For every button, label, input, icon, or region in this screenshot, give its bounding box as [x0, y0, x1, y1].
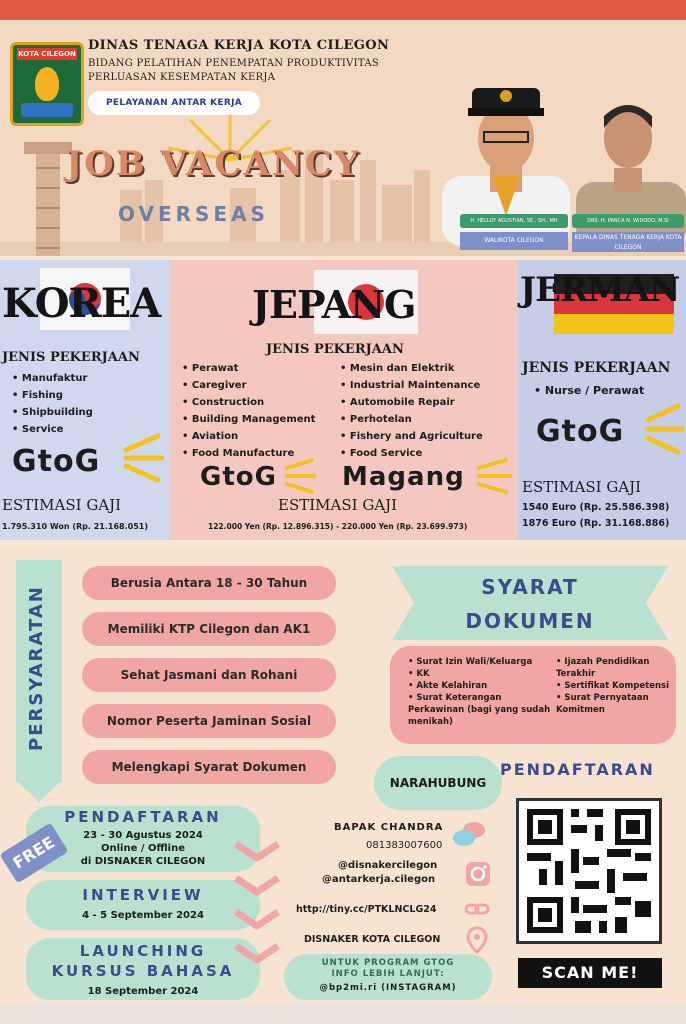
launching-title-2: KURSUS BAHASA: [51, 962, 235, 980]
jepang-job-list-left: [182, 360, 315, 462]
jepang-title: JEPANG: [252, 282, 416, 327]
korea-estimasi-label: ESTIMASI GAJI: [2, 496, 122, 514]
list-item: • Food Service: [340, 445, 483, 462]
list-item: • Caregiver: [182, 377, 315, 394]
instagram-handle-1: @disnakercilegon: [338, 860, 438, 871]
korea-salary: 1.795.310 Won (Rp. 21.168.051): [2, 522, 148, 531]
pendaftaran-place: di DISNAKER CILEGON: [80, 856, 206, 867]
list-item: • Akte Kelahiran: [408, 680, 560, 692]
list-item: • Automobile Repair: [340, 394, 483, 411]
syarat-dokumen-title: SYARAT DOKUMEN: [465, 575, 595, 633]
instagram-handle-2: @antarkerja.cilegon: [322, 874, 436, 885]
korea-jenis-label: JENIS PEKERJAAN: [2, 350, 140, 365]
list-item: • Perhotelan: [340, 411, 483, 428]
syarat-dokumen-box: [390, 646, 676, 744]
jerman-salary-2: 1876 Euro (Rp. 31.168.886): [522, 518, 670, 529]
job-vacancy-title: JOB VACANCY: [66, 144, 361, 184]
qr-icon: [519, 801, 659, 941]
korea-title: KOREA: [2, 280, 161, 327]
list-item: • Surat Izin Wali/Keluarga: [408, 656, 560, 668]
list-item: • Mesin dan Elektrik: [340, 360, 483, 377]
gtog-info-text: UNTUK PROGRAM GTOG INFO LEBIH LANJUT: @bp2mi.ri (INSTAGRAM): [319, 958, 457, 993]
list-item: • Fishing: [12, 387, 93, 404]
top-band: [0, 0, 686, 20]
instagram-icon: [464, 860, 492, 888]
dokumen-list-left: [408, 656, 560, 728]
korea-card: [0, 260, 170, 540]
launching-date: 18 September 2024: [87, 986, 199, 997]
jepang-job-list-right: [340, 360, 483, 462]
pendaftaran-title: PENDAFTARAN: [64, 808, 222, 826]
division-line2: PERLUASAN KESEMPATAN KERJA: [88, 72, 276, 83]
person1-name: H. HELLDY AGUSTIAN, SE., SH., MH: [460, 214, 568, 228]
requirement-item: Berusia Antara 18 - 30 Tahun: [82, 566, 336, 600]
registration-qr-code[interactable]: [516, 798, 662, 944]
interview-title: INTERVIEW: [82, 886, 204, 904]
contact-name: BAPAK CHANDRA: [334, 822, 444, 833]
location-pin-icon: [466, 926, 488, 954]
pendaftaran-mode: Online / Offline: [101, 843, 185, 854]
jepang-program-gtog: GtoG: [200, 462, 277, 492]
list-item: • Nurse / Perawat: [534, 382, 644, 399]
list-item: • Manufaktur: [12, 370, 93, 387]
jepang-program-magang: Magang: [342, 462, 465, 492]
person1-title: WALIKOTA CILEGON: [460, 232, 568, 250]
jepang-card: [170, 260, 518, 540]
jerman-title: JERMAN: [520, 270, 680, 310]
list-item: • Ijazah Pendidikan Terakhir: [556, 656, 674, 680]
cilegon-logo: [10, 42, 84, 126]
service-pill: PELAYANAN ANTAR KERJA: [88, 91, 260, 115]
jerman-card: [518, 260, 686, 540]
list-item: • Perawat: [182, 360, 315, 377]
requirement-item: Nomor Peserta Jaminan Sosial: [82, 704, 336, 738]
rays-icon: [122, 432, 166, 484]
list-item: • Sertifikat Kompetensi: [556, 680, 674, 692]
chat-icon: [452, 820, 486, 850]
list-item: • Aviation: [182, 428, 315, 445]
chevron-down-icon: [232, 838, 282, 978]
division-line1: BIDANG PELATIHAN PENEMPATAN PRODUKTIVITAS: [88, 58, 380, 69]
jerman-salary-1: 1540 Euro (Rp. 25.586.398): [522, 502, 670, 513]
person2-title: KEPALA DINAS TENAGA KERJA KOTA CILEGON: [572, 232, 684, 252]
requirement-item: Memiliki KTP Cilegon dan AK1: [82, 612, 336, 646]
list-item: • Fishery and Agriculture: [340, 428, 483, 445]
logo-text: KOTA CILEGON: [18, 50, 76, 58]
list-item: • Food Manufacture: [182, 445, 315, 462]
agency-name: DINAS TENAGA KERJA KOTA CILEGON: [88, 38, 390, 53]
overseas-subtitle: OVERSEAS: [118, 202, 269, 226]
korea-job-list: [12, 370, 93, 438]
persyaratan-title: PERSYARATAN: [26, 585, 47, 751]
narahubung-badge: NARAHUBUNG: [374, 756, 502, 810]
rays-icon: [476, 456, 514, 498]
pendaftaran-date: 23 - 30 Agustus 2024: [83, 830, 203, 841]
list-item: • Construction: [182, 394, 315, 411]
jepang-jenis-label: JENIS PEKERJAAN: [266, 342, 404, 357]
pendaftaran-qr-title: PENDAFTARAN: [500, 760, 655, 779]
person2-name: DRS. H. PANCA N. WIDODO, M.SI: [572, 214, 684, 228]
jerman-program: GtoG: [536, 414, 625, 449]
list-item: • Surat Pernyataan Komitmen: [556, 692, 674, 716]
interview-date: 4 - 5 September 2024: [82, 910, 204, 921]
list-item: • Building Management: [182, 411, 315, 428]
header-banner: [0, 20, 686, 256]
jerman-jenis-label: JENIS PEKERJAAN: [522, 360, 671, 376]
banner-tail: [16, 780, 62, 804]
korea-program: GtoG: [12, 444, 101, 479]
list-item: • Surat Keterangan Perkawinan (bagi yang sudah menikah): [408, 692, 560, 728]
jerman-job-list: [534, 382, 644, 399]
office-location: DISNAKER KOTA CILEGON: [304, 934, 441, 945]
footer-strip: [0, 1004, 686, 1024]
jepang-salary: 122.000 Yen (Rp. 12.896.315) - 220.000 Yen (Rp. 23.699.973): [208, 522, 468, 531]
rays-icon: [284, 456, 318, 498]
rays-icon: [644, 402, 684, 456]
link-icon: [464, 898, 490, 920]
jepang-estimasi-label: ESTIMASI GAJI: [278, 496, 398, 514]
registration-link[interactable]: http://tiny.cc/PTKLNCLG24: [296, 904, 437, 915]
list-item: • Shipbuilding: [12, 404, 93, 421]
launching-title-1: LAUNCHING: [79, 942, 207, 960]
list-item: • Industrial Maintenance: [340, 377, 483, 394]
requirement-item: Melengkapi Syarat Dokumen: [82, 750, 336, 784]
scan-me-button[interactable]: SCAN ME!: [518, 958, 662, 988]
jerman-estimasi-label: ESTIMASI GAJI: [522, 478, 642, 496]
list-item: • Service: [12, 421, 93, 438]
free-tag: FREE: [0, 823, 68, 884]
flame-icon: [35, 67, 59, 101]
list-item: • KK: [408, 668, 560, 680]
contact-phone: 081383007600: [366, 840, 443, 851]
dokumen-list-right: [556, 656, 674, 716]
requirement-item: Sehat Jasmani dan Rohani: [82, 658, 336, 692]
